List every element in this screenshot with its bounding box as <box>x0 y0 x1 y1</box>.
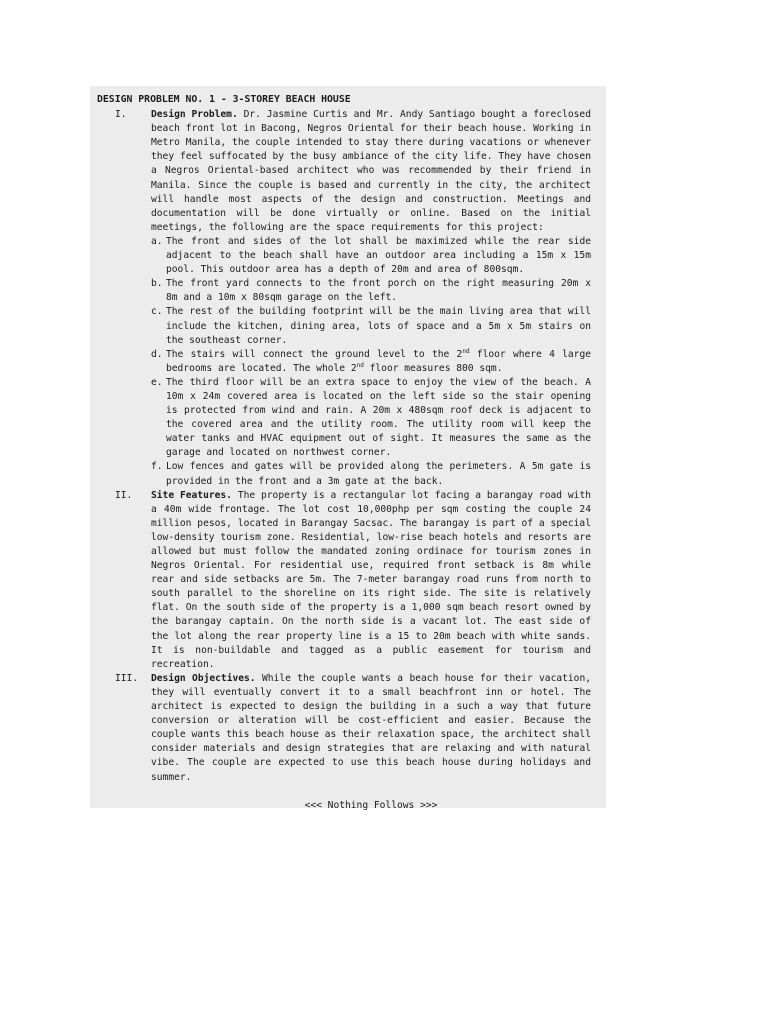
nothing-follows-footer: <<< Nothing Follows >>> <box>304 799 438 811</box>
item-letter: b. <box>151 278 163 290</box>
item-text: The third floor will be an extra space to enjoy the view of the beach. A 10m x 24m covered area is located on the left side so the stair opening is protected from wind and rain. A 20m x 480sqm roof deck is adjacent to the covered area and the utility room. The utility room will keep the water tanks and HVAC equipment out of sight. It measures the same as the garage and located on northwest corner. <box>166 376 591 459</box>
item-letter: d. <box>151 348 163 360</box>
item-letter: c. <box>151 306 163 318</box>
item-text-part: floor where 4 large bedrooms are located. The whole 2 <box>166 348 591 374</box>
section-number: II. <box>115 489 133 501</box>
item-text-part: The stairs will connect the ground level to the 2 <box>166 348 463 360</box>
section-design-problem <box>97 108 591 489</box>
section-paragraph <box>151 672 591 785</box>
section-paragraph <box>151 489 591 672</box>
document-content <box>97 93 591 813</box>
section-body: Dr. Jasmine Curtis and Mr. Andy Santiago bought a foreclosed beach front lot in Bacong, Negros Oriental for their beach house. Working in Metro Manila, the couple intended to stay there during vacations or whenever they feel suffocated by the busy ambiance of the city life. They have chosen a Negros Oriental-based architect who was recommended by their friend in Manila. Since the couple is based and currently in the city, the architect will handle most aspects of the design and construction. Meetings and documentation will be done virtually or online. Based on the initial meetings, the following are the space requirements for this project: <box>151 109 591 233</box>
item-letter: f. <box>151 461 163 473</box>
list-item <box>151 305 591 347</box>
section-site-features <box>97 489 591 672</box>
section-paragraph <box>151 108 591 235</box>
section-body: While the couple wants a beach house for their vacation, they will eventually convert it to a small beachfront inn or hotel. The architect is expected to design the building in a such a way that future conversion or alteration will be cost-efficient and easier. Because the couple wants this beach house as their relaxation space, the architect shall consider materials and design strategies that are relaxing and with natural vibe. The couple are expected to use this beach house during holidays and summer. <box>151 672 592 783</box>
section-number: I. <box>115 109 127 121</box>
list-item <box>151 348 591 376</box>
item-letter: e. <box>151 376 163 388</box>
section-number: III. <box>115 672 139 684</box>
item-letter: a. <box>151 235 163 247</box>
list-item <box>151 277 591 305</box>
list-item <box>151 460 591 488</box>
list-item <box>151 235 591 277</box>
requirements-list <box>151 235 591 489</box>
ordinal-superscript: nd <box>462 347 470 355</box>
item-text: Low fences and gates will be provided along the perimeters. A 5m gate is provided in the front and a 3m gate at the back. <box>166 461 591 487</box>
section-design-objectives <box>97 672 591 785</box>
list-item <box>151 376 591 461</box>
document-title: DESIGN PROBLEM NO. 1 - 3-STOREY BEACH HOUSE <box>97 94 351 105</box>
item-text-part: floor measures 800 sqm. <box>363 362 503 374</box>
section-body: The property is a rectangular lot facing a barangay road with a 40m wide frontage. The lot cost 10,000php per sqm costing the couple 24 million pesos, located in Barangay Sacsac. The barangay is part of a special low-density tourism zone. Residential, low-rise beach hotels and resorts are allowed but must follow the mandated zoning ordinace for tourism zones in Negros Oriental. For residential use, required front setback is 8m while rear and side setbacks are 5m. The 7-meter barangay road runs from north to south parallel to the shoreline on its right side. The site is relatively flat. On the south side of the property is a 1,000 sqm beach resort owned by the barangay captain. On the north side is a vacant lot. The east side of the lot along the rear property line is a 15 to 20m beach with white sands. It is non-buildable and tagged as a public easement for tourism and recreation. <box>151 489 591 670</box>
item-text: The front and sides of the lot shall be maximized while the rear side adjacent to the beach shall have an outdoor area including a 15m x 15m pool. This outdoor area has a depth of 20m and area of 800sqm. <box>166 235 591 276</box>
item-text: The front yard connects to the front porch on the right measuring 20m x 8m and a 10m x 80sqm garage on the left. <box>166 278 591 304</box>
section-heading: Design Problem. <box>151 109 238 121</box>
section-heading: Design Objectives. <box>151 672 256 684</box>
item-text: The rest of the building footprint will be the main living area that will include the kitchen, dining area, lots of space and a 5m x 5m stairs on the southeast corner. <box>166 306 591 346</box>
ordinal-superscript: nd <box>356 361 364 369</box>
section-heading: Site Features. <box>151 489 232 501</box>
